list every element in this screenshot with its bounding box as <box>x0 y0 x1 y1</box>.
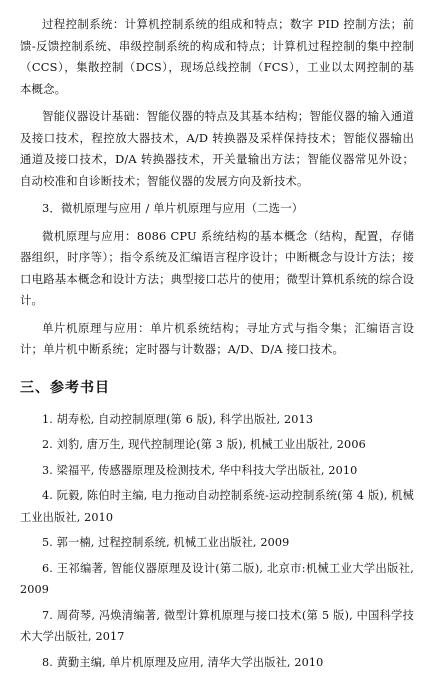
reference-item: 7. 周荷琴, 冯焕清编著, 微型计算机原理与接口技术(第 5 版), 中国科学技术大学出版社, 2017 <box>20 608 414 643</box>
reference-item: 3. 梁福平, 传感器原理及检测技术, 华中科技大学出版社, 2010 <box>42 463 358 477</box>
reference-item: 6. 王祁编著, 智能仪器原理及设计(第二版), 北京市:机械工业大学出版社, 2009 <box>20 561 414 596</box>
paragraph-smart-instrument: 智能仪器设计基础：智能仪器的特点及其基本结构；智能仪器的输入通道及接口技术，程控放大器技术，A/D 转换器及采样保持技术；智能仪器输出通道及接口技术，D/A 转换器技术，开关量输出方法；智能仪器常见外设；自动校准和自诊断技术；智能仪器的发展方向及新技术。 <box>20 109 414 188</box>
reference-list <box>20 409 414 674</box>
paragraph-course-choice: 3．微机原理与应用 / 单片机原理与应用（二选一） <box>42 201 304 215</box>
paragraph-microcomputer: 微机原理与应用：8086 CPU 系统结构的基本概念（结构，配置，存储器组织，时序等）；指令系统及汇编语言程序设计；中断概念与设计方法；接口电路基本概念和设计方法；典型接口芯片的使用；微型计算机系统的综合设计。 <box>20 228 414 307</box>
reference-item: 4. 阮毅, 陈伯时主编, 电力拖动自动控制系统-运动控制系统(第 4 版), 机械工业出版社, 2010 <box>20 489 414 524</box>
paragraph-process-control: 过程控制系统：计算机控制系统的组成和特点；数字 PID 控制方法；前馈-反馈控制系统、串级控制系统的构成和特点；计算机过程控制的集中控制（CCS），集散控制（DCS），现场总线控制（FCS），工业以太网控制的基本概念。 <box>20 17 414 96</box>
reference-item: 1. 胡寿松, 自动控制原理(第 6 版), 科学出版社, 2013 <box>42 412 314 426</box>
reference-item: 8. 黄勤主编, 单片机原理及应用, 清华大学出版社, 2010 <box>42 655 324 669</box>
paragraph-single-chip: 单片机原理与应用：单片机系统结构；寻址方式与指令集；汇编语言设计；单片机中断系统；定时器与计数器；A/D、D/A 接口技术。 <box>20 320 414 356</box>
section-title-references: 三、参考书目 <box>20 379 110 396</box>
reference-item: 2. 刘豹, 唐万生, 现代控制理论(第 3 版), 机械工业出版社, 2006 <box>42 438 366 451</box>
reference-item: 5. 郭一楠, 过程控制系统, 机械工业出版社, 2009 <box>42 536 290 549</box>
document-page <box>20 14 414 677</box>
